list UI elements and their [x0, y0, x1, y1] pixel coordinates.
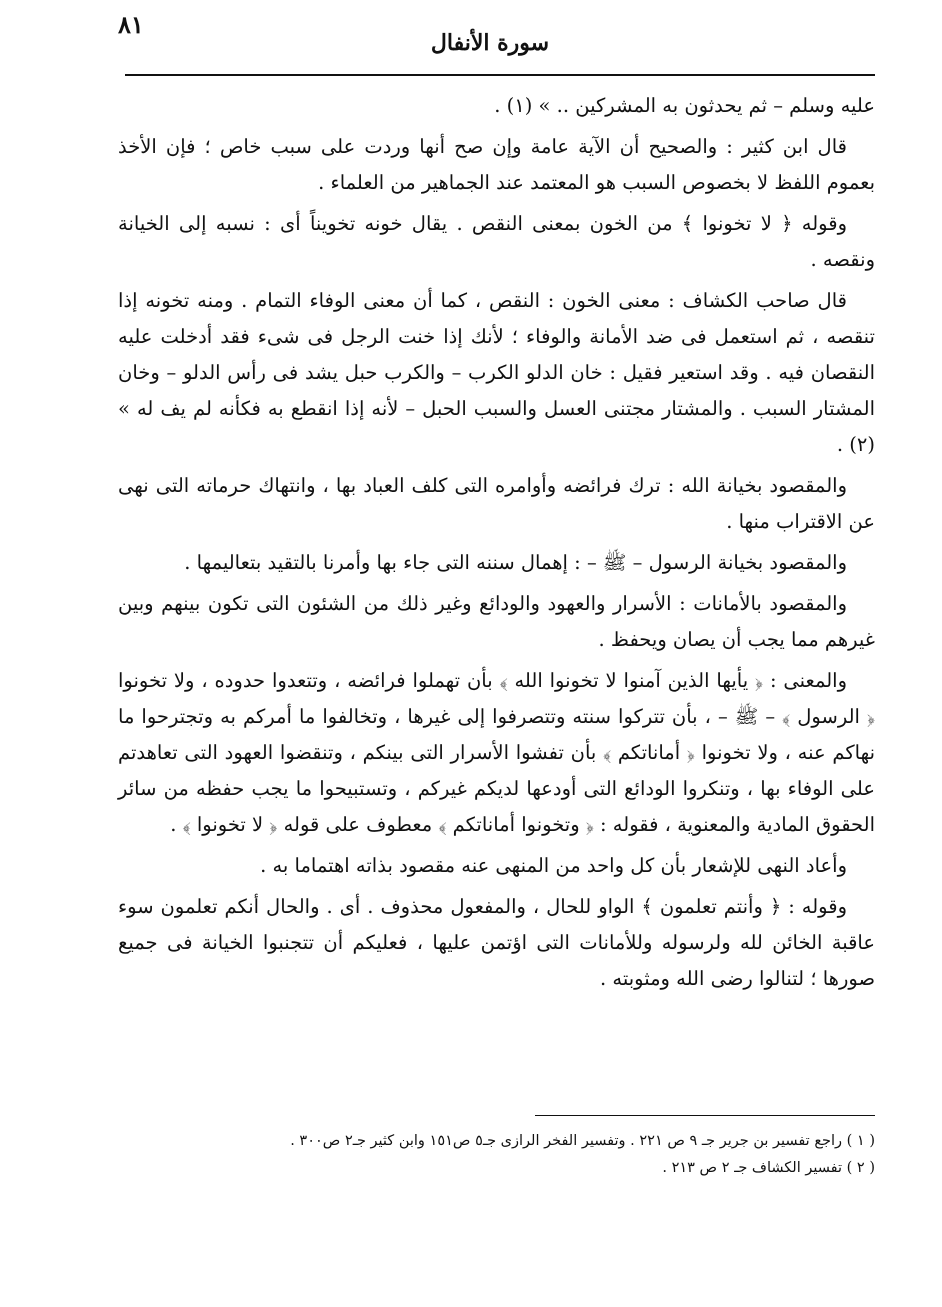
main-text	[118, 88, 875, 1002]
page-number: ٨١	[118, 10, 144, 39]
header-rule	[125, 74, 875, 76]
footnote: ( ١ ) راجع تفسير بن جرير جـ ٩ ص ٢٢١ . وتفسير الفخر الرازى جـ٥ ص١٥١ وابن كثير جـ٢ ص٣٠٠ .	[290, 1133, 875, 1149]
paragraph: والمقصود بخيانة الرسول – ﷺ – : إهمال سننه التى جاء بها وأمرنا بالتقيد بتعاليمها .	[184, 550, 847, 574]
footnote: ( ٢ ) تفسير الكشاف جـ ٢ ص ٢١٣ .	[662, 1160, 875, 1176]
footnotes	[100, 1128, 875, 1182]
paragraph: وقوله : ﴿ وأنتم تعلمون ﴾ الواو للحال ، والمفعول محذوف . أى . والحال أنكم تعلمون سوء عاقبة الخائن لله ولرسوله وللأمانات التى اؤتمن عليها ، فعليكم أن تتجنبوا الخيانة فى جميع صورها ؛ لتنالوا رضى الله ومثوبته .	[118, 894, 875, 991]
paragraph: والمقصود بالأمانات : الأسرار والعهود والودائع وغير ذلك من الشئون التى تكون بينهم وبين غيرهم مما يجب أن يصان ويحفظ .	[118, 591, 875, 651]
paragraph: عليه وسلم – ثم يحدثون به المشركين .. » (١) .	[494, 94, 875, 117]
paragraph: والمعنى : ﴿ يأيها الذين آمنوا لا تخونوا الله ﴾ بأن تهملوا فرائضه ، وتتعدوا حدوده ، ولا تخونوا ﴿ الرسول ﴾ – ﷺ – ، بأن تتركوا سنته وتتصرفوا إلى غيرها ، وتخالفوا ما أمركم به وتجترحوا ما نهاكم عنه ، ولا تخونوا ﴿ أماناتكم ﴾ بأن تفشوا الأسرار التى بينكم ، وتنقضوا العهود التى تعاهدتم على الوفاء بها ، وتنكروا الودائع التى أودعها لديكم غيركم ، وتستبيحوا ما يجب حفظه من سائر الحقوق المادية والمعنوية ، فقوله : ﴿ وتخونوا أماناتكم ﴾ معطوف على قوله ﴿ لا تخونوا ﴾ .	[118, 668, 875, 837]
paragraph: والمقصود بخيانة الله : ترك فرائضه وأوامره التى كلف العباد بها ، وانتهاك حرماته التى نهى عن الاقتراب منها .	[118, 474, 875, 534]
paragraph: قال ابن كثير : والصحيح أن الآية عامة وإن صح أنها وردت على سبب خاص ؛ فإن الأخذ بعموم اللفظ لا بخصوص السبب هو المعتمد عند الجماهير من العلماء .	[118, 134, 875, 194]
running-title: سورة الأنفال	[430, 30, 550, 56]
paragraph: قال صاحب الكشاف : معنى الخون : النقص ، كما أن معنى الوفاء التمام . ومنه تخونه إذا تنقصه ، ثم استعمل فى ضد الأمانة والوفاء ؛ لأنك إذا خنت الرجل فى شىء فقد أدخلت عليه النقصان فيه . وقد استعير فقيل : خان الدلو الكرب – والكرب حبل يشد فى رأس الدلو – وخان المشتار السبب . والمشتار مجتنى العسل والسبب الحبل – لأنه إذا انقطع به فكأنه لم يف له » (٢) .	[118, 288, 875, 457]
footnote-rule	[535, 1115, 875, 1116]
paragraph: وأعاد النهى للإشعار بأن كل واحد من المنهى عنه مقصود بذاته اهتماما به .	[260, 854, 847, 878]
paragraph: وقوله ﴿ لا تخونوا ﴾ من الخون بمعنى النقص . يقال خونه تخويناً أى : نسبه إلى الخيانة ونقصه .	[118, 211, 875, 271]
